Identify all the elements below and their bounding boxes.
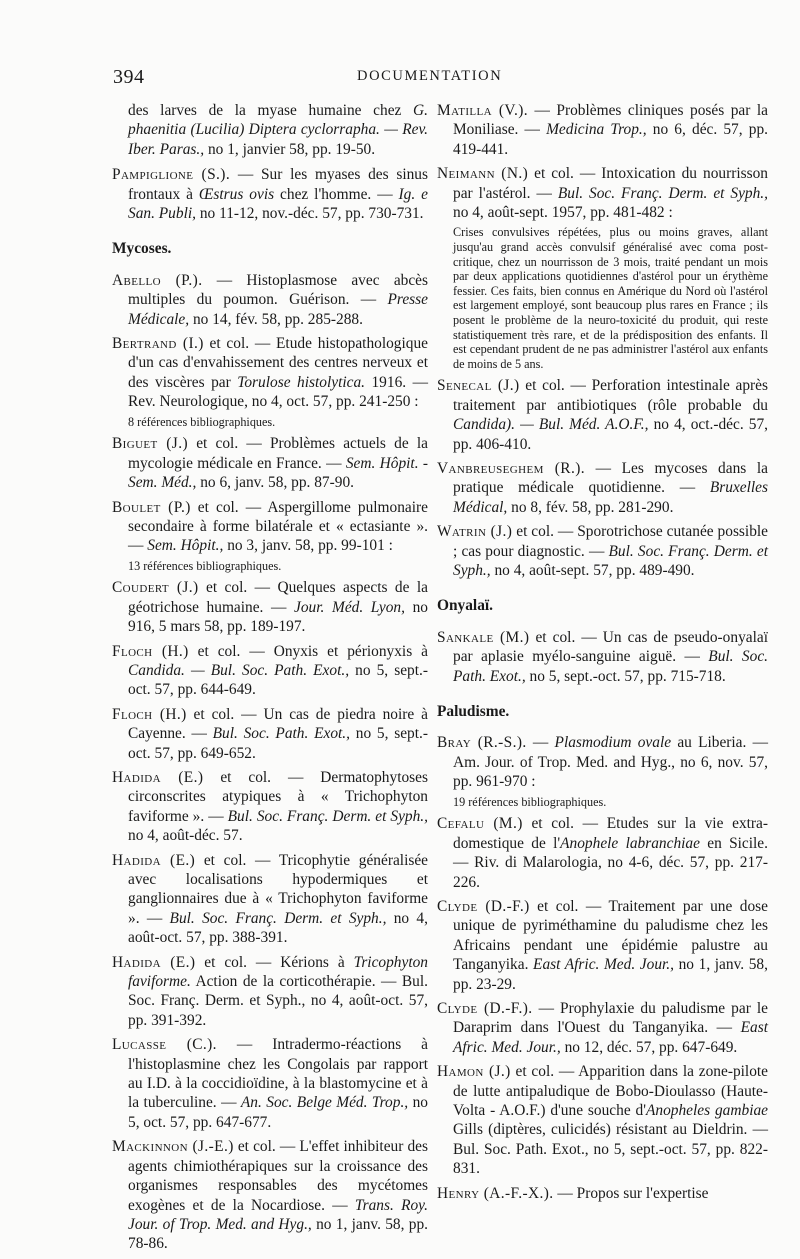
bibliography-entry xyxy=(112,434,428,492)
entry-source: Bul. Soc. Franç. Derm. et Syph., xyxy=(169,909,387,927)
entry-details: chez l'homme. — xyxy=(274,185,399,203)
entry-text: et col. — Quelques aspects de la géotrichose humaine. — xyxy=(128,579,428,616)
entry-source: Bul. Soc. Path. Exot., xyxy=(212,725,350,743)
entry-details: no 4, août-sept. 57, pp. 489-490. xyxy=(490,562,695,580)
entry-text: et col. — Etude histopathologique d'un cas d'envahissement des centres nerveux et des viscères par xyxy=(128,335,429,391)
entry-source: Medicina Trop., xyxy=(546,121,647,139)
entry-author: Hadida (E.) xyxy=(112,953,196,971)
entry-source: Anophele labranchiae xyxy=(560,834,700,852)
left-column xyxy=(112,101,428,1259)
entry-details: no 4, oct.-déc. 57, pp. 406-410. xyxy=(453,416,769,453)
section-heading-onyalai: Onyalaï. xyxy=(437,597,494,615)
entry-details: no 12, déc. 57, pp. 647-649. xyxy=(560,1038,738,1056)
entry-author: Hamon (J.) xyxy=(437,1063,511,1081)
bibliography-entry xyxy=(437,522,768,580)
entry-author: Bray (R.-S.). xyxy=(437,734,527,752)
left-top-entries xyxy=(112,165,428,223)
entry-source: Candida. — Bul. Soc. Path. Exot., xyxy=(128,661,350,679)
mycoses-entries xyxy=(112,271,428,1254)
entry-details: no 4, août-sept. 1957, pp. 481-482 : xyxy=(453,204,673,222)
entry-text: et col. — Problèmes actuels de la mycologie médicale en France. — xyxy=(128,435,428,472)
entry-text: et col. — Un cas de piedra noire à Cayenne. — xyxy=(128,705,428,743)
entry-source: Tricophyton faviforme. xyxy=(128,953,428,991)
entry-text: — Histoplasmose avec abcès multiples du poumon. Guérison. — xyxy=(128,271,429,309)
continuation-text: des larves de la myase humaine chez G. phaenitia (Lucilia) Diptera cyclorrapha. — Rev. Iber. Paras., no 1, janvier 58, pp. 19-50. xyxy=(128,102,428,158)
page-header xyxy=(113,66,783,88)
bibliography-entry xyxy=(437,733,768,791)
bibliography-entry xyxy=(112,1137,428,1253)
right-top-entries xyxy=(437,101,768,580)
entry-details: no 14, fév. 58, pp. 285-288. xyxy=(189,310,363,328)
entry-note: Crises convulsives répétées, plus ou moins graves, allant jusqu'au grand accès convulsif généralisé avec coma post-critique, chez un nourrisson de 3 mois, traité pendant un mois par deux applications quotidiennes d'astérol pour un érythème fessier. Ces faits, bien connus en Amérique du Nord où l'astérol est largement employé, sont beaucoup plus rares en France ; ils posent le problème de la neuro-toxicité du produit, qui reste statistiquement très rare, et de la prédisposition des enfants. Il est cependant prudent de ne pas administrer l'astérol aux enfants de moins de 5 ans. xyxy=(453,225,768,371)
entry-details: au Liberia. — Am. Jour. of Trop. Med. and Hyg., no 6, nov. 57, pp. 961-970 : xyxy=(453,734,768,791)
entry-text: — Sur les myases des sinus frontaux à xyxy=(128,166,428,203)
bibliography-entry xyxy=(437,1184,768,1203)
entry-details: Gills (diptères, culicidés) résistant au Dieldrin. — Bul. Soc. Path. Exot., no 5, sept.-oct. 57, pp. 822-831. xyxy=(453,1121,768,1178)
bibliography-entry xyxy=(437,1062,768,1178)
entry-source: Bul. Soc. Franç. Derm. et Syph., xyxy=(557,184,768,202)
bibliography-entry xyxy=(112,642,428,700)
entry-author: Hadida (E.) xyxy=(112,768,204,786)
bibliography-entry xyxy=(112,578,428,636)
bibliography-entry xyxy=(112,271,428,329)
entry-text: et col. — Perforation intestinale après traitement par antibiotiques (rôle probable du xyxy=(453,377,768,414)
entry-details: no 4, août-déc. 57. xyxy=(128,827,243,845)
entry-source: Bruxelles Médical, xyxy=(453,479,768,516)
entry-note: 19 références bibliographiques. xyxy=(453,794,607,809)
entry-author: Sankale (M.) xyxy=(437,628,530,646)
entry-details: no 5, sept.-oct. 57, pp. 644-649. xyxy=(128,661,428,699)
entry-source: Sem. Hôpit., xyxy=(147,537,224,555)
bibliography-entry xyxy=(437,459,768,517)
entry-author: Floch (H.) xyxy=(112,642,189,660)
entry-author: Clyde (D.-F.) xyxy=(437,897,530,915)
entry-source: Bul. Soc. Path. Exot., xyxy=(453,648,768,685)
entry-details: en Sicile. — Riv. di Malarologia, no 4-6, déc. 57, pp. 217-226. xyxy=(453,834,768,891)
entry-details: no 3, janv. 58, pp. 99-101 : xyxy=(223,537,393,555)
entry-source: Jour. Méd. Lyon, xyxy=(294,598,405,616)
page-number: 394 xyxy=(113,66,145,88)
entry-details: no 6, janv. 58, pp. 87-90. xyxy=(196,474,354,492)
entry-text: et col. — Kérions à xyxy=(195,953,354,971)
entry-text: — Propos sur l'expertise xyxy=(553,1184,709,1202)
entry-author: Biguet (J.) xyxy=(112,435,188,453)
entry-details: no 4, août-oct. 57, pp. 388-391. xyxy=(128,909,428,947)
entry-details: 1916. — Rev. Neurologique, no 4, oct. 57, pp. 241-250 : xyxy=(128,373,429,411)
right-column xyxy=(437,101,768,1208)
entry-details: no 5, oct. 57, pp. 647-677. xyxy=(128,1094,428,1131)
bibliography-entry xyxy=(437,814,768,892)
entry-author: Abello (P.). xyxy=(112,271,203,289)
entry-text: et col. — Traitement par une dose unique de pyriméthamine du paludisme chez les Africains pendant une épidémie palustre au Tanganyika. xyxy=(453,897,768,974)
entry-author: Vanbreuseghem (R.). xyxy=(437,460,585,477)
entry-source: Ig. e San. Publi, xyxy=(128,185,428,223)
entry-text: et col. — Aspergillome pulmonaire secondaire à forme bilatérale et « ectasiante ». — xyxy=(128,498,428,555)
running-title: DOCUMENTATION xyxy=(357,68,503,84)
entry-text: — Problèmes cliniques posés par la Moniliase. — xyxy=(453,102,769,139)
entry-author: Floch (H.) xyxy=(112,705,187,723)
entry-text: et col. — Onyxis et périonyxis à xyxy=(188,642,428,660)
entry-author: Neimann (N.) xyxy=(437,165,529,183)
section-heading-paludisme: Paludisme. xyxy=(437,703,510,721)
bibliography-entry xyxy=(112,768,428,846)
entry-details: no 916, 5 mars 58, pp. 189-197. xyxy=(128,598,428,636)
bibliography-entry xyxy=(112,334,428,412)
entry-source: Presse Médicale, xyxy=(128,291,428,328)
entry-text: et col. — Intoxication du nourrisson par l'astérol. — xyxy=(453,165,768,202)
entry-text: et col. — Tricophytie généralisée avec localisations hypodermiques et ganglionnaires due à « Trichophyton faviforme ». — xyxy=(128,851,428,927)
entry-source: Trans. Roy. Jour. of Trop. Med. and Hyg., xyxy=(128,1196,429,1233)
bibliography-entry xyxy=(112,498,428,556)
entry-author: Senecal (J.) xyxy=(437,377,520,395)
entry-text: et col. — L'effet inhibiteur des agents chimiothérapiques sur la croissance des organismes responsables des mycétomes exogènes et de la Nocardiose. — xyxy=(128,1138,428,1214)
bibliography-entry xyxy=(437,164,768,222)
entry-source: Candida). — Bul. Méd. A.O.F., xyxy=(453,416,649,434)
entry-details: Action de la corticothérapie. — Bul. Soc. Franç. Derm. et Syph., no 4, août-oct. 57, pp. 391-392. xyxy=(128,973,428,1029)
entry-details: no 5, sept.-oct. 57, pp. 649-652. xyxy=(128,725,428,762)
entry-source: Anopheles gambiae xyxy=(646,1101,768,1119)
entry-author: Henry (A.-F.-X.). xyxy=(437,1184,554,1202)
entry-author: Hadida (E.) xyxy=(112,851,196,869)
entry-text: et col. — Sporotrichose cutanée possible ; cas pour diagnostic. — xyxy=(453,523,769,560)
entry-source: An. Soc. Belge Méd. Trop., xyxy=(240,1094,409,1112)
entry-text: — xyxy=(526,734,555,752)
entry-source: Plasmodium ovale xyxy=(554,734,672,752)
entry-source: Bul. Soc. Franç. Derm. et Syph., xyxy=(453,542,768,580)
entry-author: Boulet (P.) xyxy=(112,498,191,516)
entry-author: Clyde (D.-F.). xyxy=(437,999,533,1017)
entry-note: 8 références bibliographiques. xyxy=(128,414,276,429)
entry-details: no 5, sept.-oct. 57, pp. 715-718. xyxy=(525,667,726,685)
bibliography-entry xyxy=(112,165,428,223)
entry-text: — Les mycoses dans la pratique médicale quotidienne. — xyxy=(453,460,768,497)
bibliography-entry xyxy=(112,851,428,948)
entry-source: Sem. Hôpit. - Sem. Méd., xyxy=(128,454,428,492)
onyalai-entries xyxy=(437,628,768,686)
entry-author: Watrin (J.) xyxy=(437,523,513,541)
entry-source: East Afric. Med. Jour., xyxy=(533,956,674,974)
entry-author: Lucasse (C.). xyxy=(112,1036,217,1054)
entry-text: et col. — Etudes sur la vie extra-domestique de l' xyxy=(453,815,768,852)
entry-details: no 8, fév. 58, pp. 281-290. xyxy=(507,498,674,516)
entry-details: no 1, janv. 58, pp. 78-86. xyxy=(128,1215,429,1253)
entry-author: Pampiglione (S.). xyxy=(112,166,231,184)
entry-author: Matilla (V.). xyxy=(437,102,528,119)
bibliography-entry xyxy=(112,705,428,763)
bibliography-entry xyxy=(437,999,768,1057)
bibliography-entry xyxy=(437,101,768,159)
entry-details: no 1, janv. 58, pp. 23-29. xyxy=(453,956,768,993)
entry-source: Œstrus ovis xyxy=(198,185,275,203)
entry-source: Torulose histolytica. xyxy=(237,373,365,391)
entry-note: 13 références bibliographiques. xyxy=(128,558,282,573)
entry-text: — Prophylaxie du paludisme par le Daraprim dans l'Ouest du Tanganyika. — xyxy=(453,999,768,1037)
bibliography-entry xyxy=(437,628,768,686)
entry-text: — Intradermo-réactions à l'histoplasmine chez les Congolais par rapport au I.D. à la coccidioïdine, à la blastomycine et à la tuberculine. — xyxy=(128,1036,429,1112)
entry-details: no 6, déc. 57, pp. 419-441. xyxy=(453,121,768,158)
bibliography-entry xyxy=(437,897,768,994)
bibliography-entry xyxy=(437,376,768,454)
entry-author: Coudert (J.) xyxy=(112,579,199,597)
entry-details: no 11-12, nov.-déc. 57, pp. 730-731. xyxy=(195,205,424,223)
entry-text: et col. — Un cas de pseudo-onyalaï par aplasie myélo-sanguine aiguë. — xyxy=(453,628,768,666)
paludisme-entries xyxy=(437,733,768,1203)
bibliography-entry xyxy=(112,1035,428,1132)
entry-author: Bertrand (I.) xyxy=(112,335,204,353)
entry-text: et col. — Apparition dans la zone-pilote de lutte antipaludique de Bobo-Dioulasso (Haute-Volta - A.O.F.) d'une souche d' xyxy=(453,1063,768,1119)
entry-source: Bul. Soc. Franç. Derm. et Syph., xyxy=(227,807,429,825)
section-heading-mycoses: Mycoses. xyxy=(112,240,172,258)
entry-source: East Afric. Med. Jour., xyxy=(453,1019,768,1056)
bibliography-entry xyxy=(112,953,428,1031)
entry-author: Mackinnon (J.-E.) xyxy=(112,1138,234,1156)
entry-text: et col. — Dermatophytoses circonscrites atypiques à « Trichophyton faviforme ». — xyxy=(128,768,428,825)
entry-author: Cefalu (M.) xyxy=(437,815,523,833)
